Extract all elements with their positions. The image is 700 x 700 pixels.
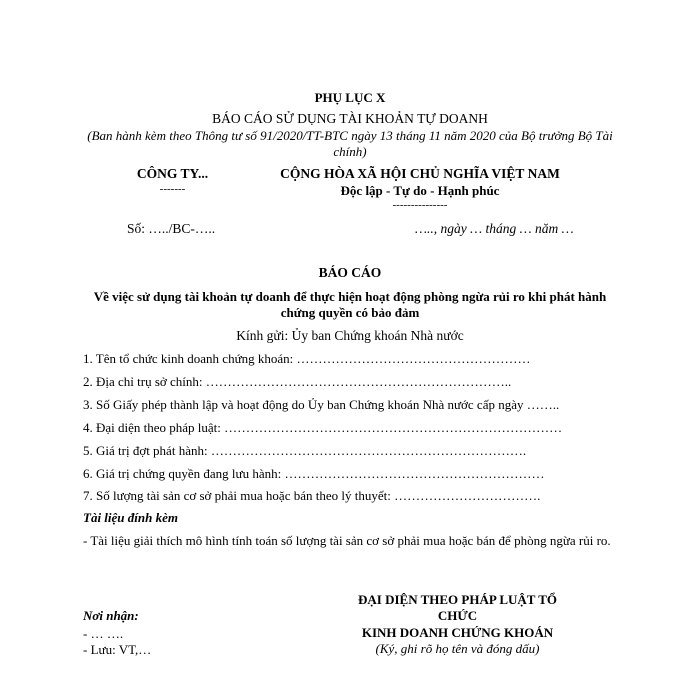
nation-name: CỘNG HÒA XÃ HỘI CHỦ NGHĨA VIỆT NAM (280, 166, 560, 181)
report-recipient: Kính gửi: Ủy ban Chứng khoán Nhà nước (236, 328, 464, 343)
report-heading: BÁO CÁO (318, 265, 382, 280)
recipients-heading: Nơi nhận: (83, 608, 139, 623)
signature-note: (Ký, ghi rõ họ tên và đóng dấu) (375, 641, 540, 656)
appendix-label: PHỤ LỤC X (314, 90, 386, 105)
document-title: BÁO CÁO SỬ DỤNG TÀI KHOẢN TỰ DOANH (212, 111, 488, 126)
signature-organization: KINH DOANH CHỨNG KHOÁN (361, 625, 554, 640)
signature-title: ĐẠI DIỆN THEO PHÁP LUẬT TỔ CHỨC (357, 592, 558, 623)
document-date: ….., ngày … tháng … năm … (415, 221, 574, 236)
item-underlying-quantity: 7. Số lượng tài sản cơ sở phải mua hoặc bán theo lý thuyết: ……………………………. (83, 488, 541, 503)
report-about: Về việc sử dụng tài khoản tự doanh để thực hiện hoạt động phòng ngừa rủi ro khi phát hành chứng quyền có bảo đảm (93, 289, 607, 320)
item-outstanding-warrants: 6. Giá trị chứng quyền đang lưu hành: …………………………………………………… (83, 466, 545, 481)
attachments-heading: Tài liệu đính kèm (83, 510, 178, 525)
item-head-office: 2. Địa chỉ trụ sở chính: …………………………………………………………….. (83, 374, 512, 389)
left-divider: ------- (159, 183, 186, 195)
item-issue-value: 5. Giá trị đợt phát hành: ………………………………………………………………. (83, 443, 527, 458)
item-legal-representative: 4. Đại diện theo pháp luật: …………………………………………………………………… (83, 420, 563, 435)
recipients-line-1: - … …. (83, 626, 124, 641)
company-name: CÔNG TY... (136, 166, 209, 181)
recipients-line-2: - Lưu: VT,… (83, 642, 152, 657)
item-license: 3. Số Giấy phép thành lập và hoạt động do Ủy ban Chứng khoán Nhà nước cấp ngày …….. (83, 397, 560, 412)
national-motto: Độc lập - Tự do - Hạnh phúc (340, 183, 500, 198)
right-divider: --------------- (392, 199, 448, 211)
document-number: Số: …../BC-….. (127, 221, 216, 236)
attachments-text: - Tài liệu giải thích mô hình tính toán số lượng tài sản cơ sở phải mua hoặc bán để phòng ngừa rủi ro. (83, 533, 611, 548)
document-subtitle: (Ban hành kèm theo Thông tư số 91/2020/TT-BTC ngày 13 tháng 11 năm 2020 của Bộ trưởng Bộ Tài chính) (87, 128, 613, 159)
item-company-name: 1. Tên tổ chức kinh doanh chứng khoán: ……………………………………………… (83, 351, 531, 366)
